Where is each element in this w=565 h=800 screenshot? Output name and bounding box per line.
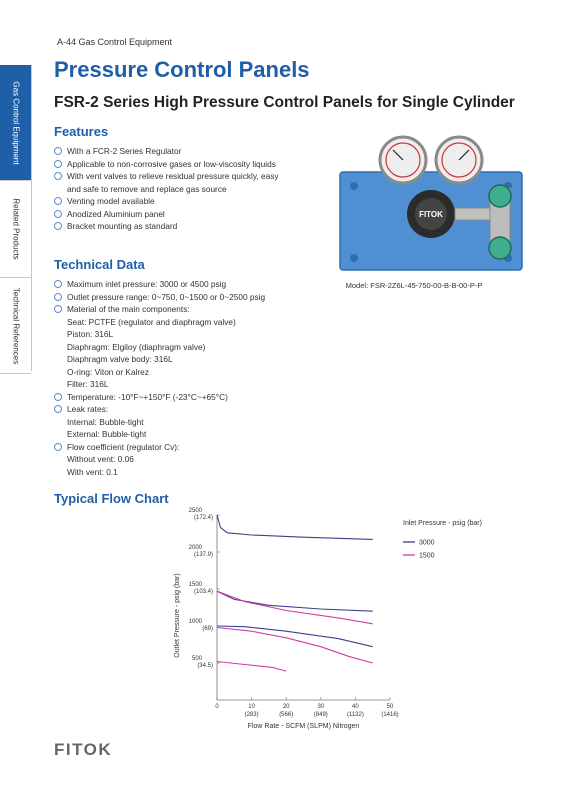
x-tick-label: 0: [215, 704, 219, 710]
list-item-text: With vent valves to relieve residual pressure quickly, easy: [67, 171, 279, 181]
y-axis-label: Outlet Pressure - psig (bar): [174, 573, 181, 658]
list-item-text: Material of the main components:: [67, 304, 190, 314]
series-line-3000: [217, 515, 373, 539]
list-item-text: Flow coefficient (regulator Cv):: [67, 441, 180, 452]
series-line-1500: [217, 662, 286, 672]
image-caption: Model: FSR-2Z6L-45-750-00-B-B-00-P-P: [345, 281, 483, 290]
regulator-label: FITOK: [419, 210, 443, 219]
sidebar: [0, 65, 31, 374]
sidebar-divider: [31, 65, 32, 371]
page-subtitle: FSR-2 Series High Pressure Control Panels for Single Cylinder: [54, 94, 515, 111]
list-item: [54, 170, 279, 195]
x-tick-sublabel: (1132): [346, 712, 364, 718]
y-tick-label: 1000: [188, 619, 202, 625]
x-tick-label: 20: [282, 704, 290, 710]
legend-title: Inlet Pressure - psig (bar): [403, 520, 482, 527]
x-tick-sublabel: (283): [244, 712, 259, 718]
tab-gas-control-equipment[interactable]: [0, 65, 31, 181]
y-tick-sublabel: (69): [202, 626, 213, 632]
list-item-text: Seat: PCTFE (regulator and diaphragm valve): [67, 316, 236, 327]
list-item-text: Temperature: -10°F~+150°F (-23°C~+65°C): [67, 391, 228, 402]
technical-data-heading: Technical Data: [54, 257, 145, 272]
bullet-icon: [54, 197, 62, 205]
y-tick-label: 2500: [188, 508, 202, 514]
bullet-icon: [54, 405, 62, 413]
list-item-text: Internal: Bubble-tight: [67, 416, 144, 427]
tab-label: Technical References: [11, 287, 20, 364]
y-tick-sublabel: (103.4): [193, 589, 213, 595]
list-item: [54, 403, 265, 441]
features-list: [54, 145, 279, 233]
tab-related-products[interactable]: [0, 181, 31, 278]
technical-data-list: [54, 278, 265, 478]
y-tick-label: 500: [191, 656, 202, 662]
list-item: [54, 208, 279, 221]
list-item-text: With a FCR-2 Series Regulator: [67, 146, 182, 156]
y-tick-label: 2000: [188, 545, 202, 551]
list-item-text: With vent: 0.1: [67, 466, 118, 477]
x-axis-label: Flow Rate - SCFM (SLPM) Nitrogen: [247, 723, 360, 730]
bullet-icon: [54, 147, 62, 155]
list-item-text: O-ring: Viton or Kalrez: [67, 366, 149, 377]
list-item: [54, 158, 279, 171]
bullet-icon: [54, 293, 62, 301]
series-line-3000: [217, 626, 373, 647]
list-item: [54, 291, 265, 304]
bullet-icon: [54, 280, 62, 288]
list-item-text: Anodized Aluminium panel: [67, 208, 165, 219]
flow-chart: [165, 505, 510, 735]
x-tick-label: 40: [352, 704, 359, 710]
x-tick-sublabel: (1416): [381, 712, 399, 718]
list-item: [54, 195, 279, 208]
list-item-text: Outlet pressure range: 0~750, 0~1500 or 0~2500 psig: [67, 291, 266, 302]
x-tick-label: 10: [248, 704, 255, 710]
bullet-icon: [54, 210, 62, 218]
page-title: Pressure Control Panels: [54, 57, 310, 82]
legend-label: 1500: [419, 552, 435, 560]
y-tick-sublabel: (172.4): [193, 515, 213, 521]
list-item: [54, 220, 279, 233]
list-item-text: and safe to remove and replace gas source: [67, 183, 227, 194]
bullet-icon: [54, 172, 62, 180]
page-header: A-44 Gas Control Equipment: [57, 37, 173, 47]
bullet-icon: [54, 222, 62, 230]
list-item-text: Maximum inlet pressure: 3000 or 4500 psig: [67, 279, 227, 289]
bullet-icon: [54, 393, 62, 401]
tab-label: Related Products: [11, 198, 20, 260]
list-item-text: Without vent: 0.06: [67, 454, 134, 464]
list-item-text: Diaphragm valve body: 316L: [67, 354, 173, 364]
y-tick-label: 1500: [188, 582, 202, 588]
bullet-icon: [54, 160, 62, 168]
x-tick-label: 50: [386, 704, 394, 710]
bullet-icon: [54, 305, 62, 313]
fitok-logo: FITOK: [54, 740, 113, 759]
tab-label: Gas Control Equipment: [11, 80, 20, 165]
y-tick-sublabel: (137.9): [193, 552, 213, 558]
y-tick-sublabel: (34.5): [197, 663, 213, 669]
list-item: [54, 441, 265, 479]
list-item: [54, 145, 279, 158]
flow-chart-heading: Typical Flow Chart: [54, 491, 169, 506]
list-item-text: Leak rates:: [67, 404, 109, 414]
x-tick-label: 30: [317, 704, 325, 710]
legend-label: 3000: [419, 539, 435, 547]
list-item-text: External: Bubble-tight: [67, 429, 147, 439]
x-tick-sublabel: (566): [279, 712, 294, 718]
list-item-text: Piston: 316L: [67, 329, 114, 339]
features-heading: Features: [54, 124, 109, 139]
product-image: [300, 122, 528, 274]
bullet-icon: [54, 443, 62, 451]
list-item: [54, 391, 265, 404]
list-item-text: Diaphragm: Elgiloy (diaphragm valve): [67, 341, 206, 352]
list-item-text: Bracket mounting as standard: [67, 221, 178, 231]
tab-technical-references[interactable]: [0, 278, 31, 374]
list-item-text: Applicable to non-corrosive gases or low-viscosity liquids: [67, 158, 276, 169]
x-tick-sublabel: (849): [313, 712, 328, 718]
series-line-3000: [217, 591, 373, 611]
list-item-text: Venting model available: [67, 196, 155, 206]
list-item: [54, 278, 265, 291]
list-item-text: Filter: 316L: [67, 379, 109, 389]
list-item: [54, 303, 265, 391]
